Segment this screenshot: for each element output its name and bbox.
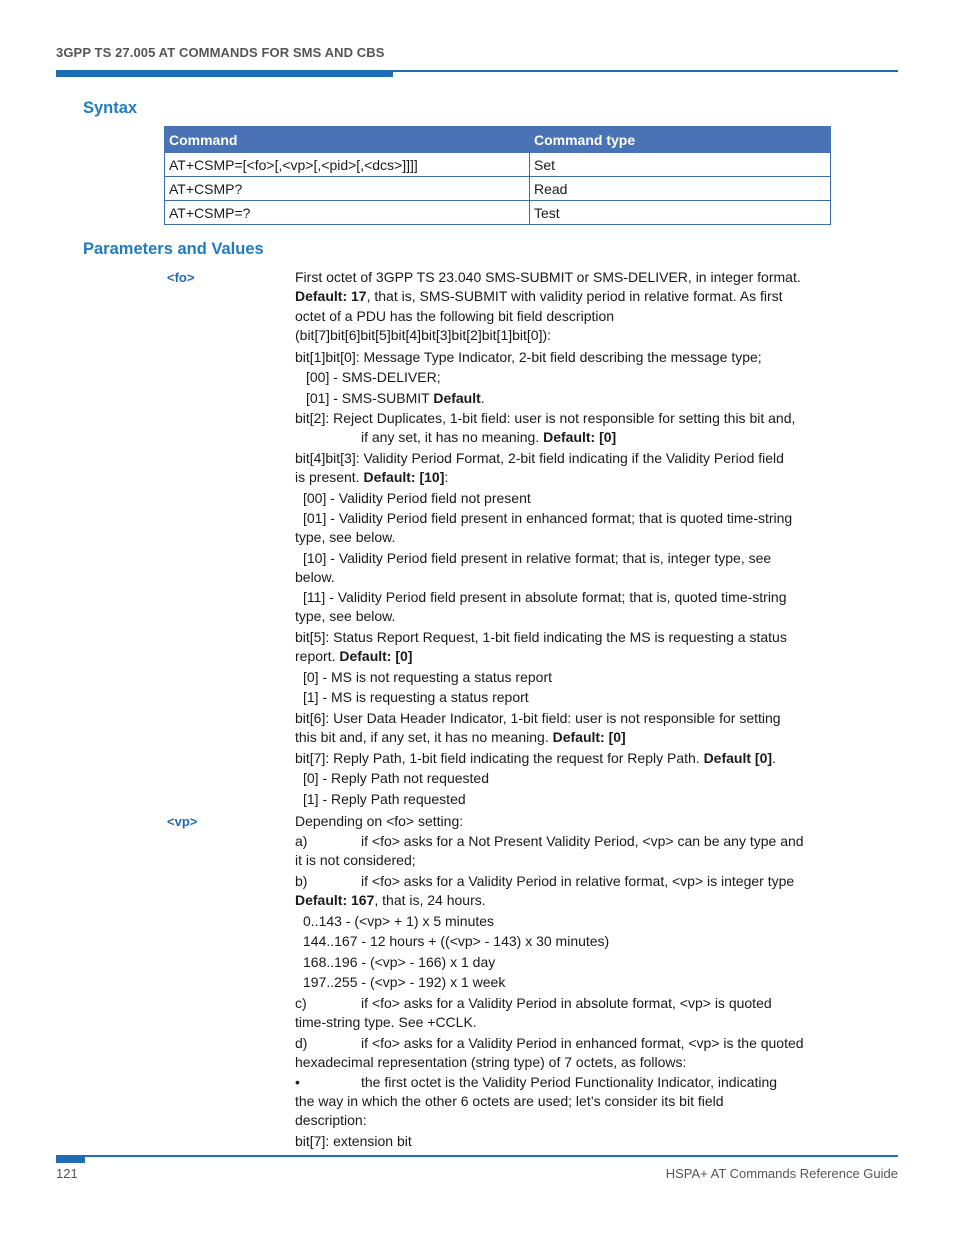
description-line: report. Default: [0] [295, 648, 413, 664]
description-line: Default: 167, that is, 24 hours. [295, 892, 486, 908]
description-line: 168..196 - (<vp> - 166) x 1 day [303, 954, 496, 970]
description-line: it is not considered; [295, 852, 416, 868]
table-header-row [165, 127, 831, 153]
description-line: bit[7]: extension bit [295, 1133, 412, 1149]
running-header: 3GPP TS 27.005 AT COMMANDS FOR SMS AND CBS [56, 45, 385, 60]
description-line: [00] - Validity Period field not present [303, 490, 531, 506]
description-line: [01] - Validity Period field present in enhanced format; that is quoted time-string [303, 510, 793, 526]
description-line: octet of a PDU has the following bit field description [295, 308, 615, 324]
description-line: type, see below. [295, 529, 396, 545]
description-line: bit[6]: User Data Header Indicator, 1-bit field: user is not responsible for setting [295, 710, 781, 726]
syntax-heading: Syntax [83, 99, 138, 117]
description-line: [0] - Reply Path not requested [303, 770, 489, 786]
footer-rule [85, 1155, 898, 1157]
description-line: hexadecimal representation (string type) of 7 octets, as follows: [295, 1054, 687, 1070]
description-line: below. [295, 569, 335, 585]
description-line: bit[4]bit[3]: Validity Period Format, 2-bit field indicating if the Validity Period field [295, 450, 784, 466]
description-line: bit[5]: Status Report Request, 1-bit field indicating the MS is requesting a status [295, 629, 787, 645]
footer-guide-title: HSPA+ AT Commands Reference Guide [665, 1166, 898, 1181]
description-line: d) [295, 1035, 308, 1051]
command-type-cell: Set [530, 153, 831, 177]
description-line: the first octet is the Validity Period Functionality Indicator, indicating [361, 1074, 778, 1090]
command-cell: AT+CSMP=[<fo>[,<vp>[,<pid>[,<dcs>]]]] [165, 153, 530, 177]
command-cell: AT+CSMP=? [165, 201, 530, 225]
table-row [165, 201, 831, 225]
description-line: [0] - MS is not requesting a status report [303, 669, 553, 685]
description-line: if <fo> asks for a Validity Period in enhanced format, <vp> is the quoted [361, 1035, 804, 1051]
table-row [165, 177, 831, 201]
description-line: Default: 17, that is, SMS-SUBMIT with validity period in relative format. As first [295, 288, 783, 304]
syntax-table [164, 126, 831, 225]
column-header-command-type: Command type [530, 127, 831, 153]
description-line: bit[2]: Reject Duplicates, 1-bit field: user is not responsible for setting this bit and, [295, 410, 796, 426]
parameters-heading: Parameters and Values [83, 240, 264, 258]
description-line: [1] - Reply Path requested [303, 791, 466, 807]
description-line: the way in which the other 6 octets are used; let’s consider its bit field [295, 1093, 724, 1109]
description-line: c) [295, 995, 307, 1011]
description-line: (bit[7]bit[6]bit[5]bit[4]bit[3]bit[2]bit[1]bit[0]): [295, 327, 552, 343]
description-line: 197..255 - (<vp> - 192) x 1 week [303, 974, 506, 990]
column-header-command: Command [165, 127, 530, 153]
description-line: b) [295, 873, 308, 889]
header-rule-accent [56, 70, 393, 77]
description-line: [11] - Validity Period field present in absolute format; that is, quoted time-string [303, 589, 787, 605]
description-line: type, see below. [295, 608, 396, 624]
description-line: 144..167 - 12 hours + ((<vp> - 143) x 30 minutes) [303, 933, 610, 949]
description-line: is present. Default: [10]: [295, 469, 449, 485]
description-line: First octet of 3GPP TS 23.040 SMS-SUBMIT or SMS-DELIVER, in integer format. [295, 269, 801, 285]
command-cell: AT+CSMP? [165, 177, 530, 201]
description-line: time-string type. See +CCLK. [295, 1014, 477, 1030]
description-line: 0..143 - (<vp> + 1) x 5 minutes [303, 913, 495, 929]
description-line: if any set, it has no meaning. Default: [0] [361, 429, 617, 445]
description-line: bit[7]: Reply Path, 1-bit field indicating the request for Reply Path. Default [0]. [295, 750, 776, 766]
bullet-icon: • [295, 1074, 300, 1090]
description-line: if <fo> asks for a Validity Period in relative format, <vp> is integer type [361, 873, 795, 889]
description-line: a) [295, 833, 308, 849]
page-number: 121 [56, 1166, 78, 1181]
param-label-fo: <fo> [167, 270, 195, 285]
description-line: Depending on <fo> setting: [295, 813, 464, 829]
header-rule [393, 70, 898, 72]
description-line: if <fo> asks for a Not Present Validity Period, <vp> can be any type and [361, 833, 804, 849]
description-line: this bit and, if any set, it has no meaning. Default: [0] [295, 729, 626, 745]
footer-rule-accent [56, 1155, 85, 1163]
description-line: [00] - SMS-DELIVER; [306, 369, 441, 385]
description-line: [01] - SMS-SUBMIT Default. [306, 390, 485, 406]
table-row [165, 153, 831, 177]
description-line: bit[1]bit[0]: Message Type Indicator, 2-bit field describing the message type; [295, 349, 762, 365]
description-line: if <fo> asks for a Validity Period in absolute format, <vp> is quoted [361, 995, 772, 1011]
description-line: description: [295, 1112, 367, 1128]
description-line: [1] - MS is requesting a status report [303, 689, 529, 705]
param-label-vp: <vp> [167, 814, 198, 829]
description-line: [10] - Validity Period field present in relative format; that is, integer type, see [303, 550, 772, 566]
command-type-cell: Test [530, 201, 831, 225]
command-type-cell: Read [530, 177, 831, 201]
